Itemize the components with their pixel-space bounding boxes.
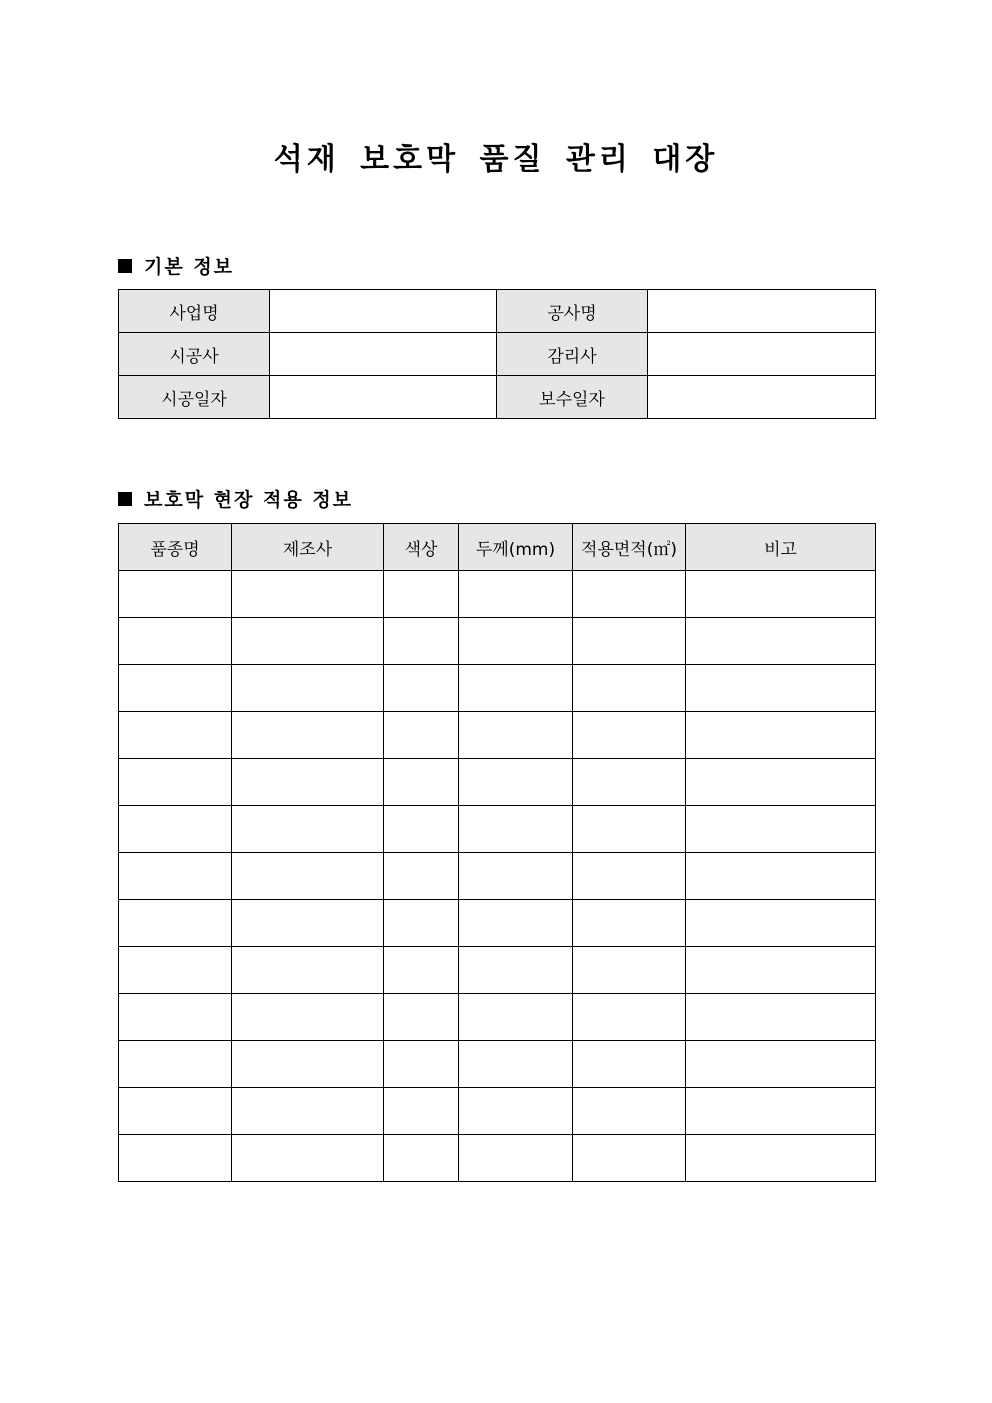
table-cell[interactable] <box>384 994 459 1041</box>
table-cell[interactable] <box>573 1088 686 1135</box>
table-cell[interactable] <box>119 806 232 853</box>
table-cell[interactable] <box>232 806 384 853</box>
table-cell[interactable] <box>686 947 876 994</box>
info-value-field[interactable] <box>648 333 876 376</box>
table-row <box>119 994 876 1041</box>
table-row <box>119 759 876 806</box>
table-cell[interactable] <box>459 712 573 759</box>
table-cell[interactable] <box>232 994 384 1041</box>
table-cell[interactable] <box>686 1041 876 1088</box>
table-cell[interactable] <box>459 759 573 806</box>
table-row <box>119 571 876 618</box>
info-label: 감리사 <box>497 333 648 376</box>
table-cell[interactable] <box>119 1135 232 1182</box>
table-cell[interactable] <box>459 665 573 712</box>
table-cell[interactable] <box>459 806 573 853</box>
table-cell[interactable] <box>686 759 876 806</box>
page-title: 석재 보호막 품질 관리 대장 <box>273 142 719 177</box>
info-value-field[interactable] <box>648 376 876 419</box>
table-cell[interactable] <box>119 994 232 1041</box>
table-cell[interactable] <box>573 853 686 900</box>
info-row <box>119 376 876 419</box>
table-cell[interactable] <box>573 571 686 618</box>
info-label: 시공일자 <box>119 376 270 419</box>
table-cell[interactable] <box>384 618 459 665</box>
application-info-heading-label: 보호막 현장 적용 정보 <box>144 489 354 511</box>
table-cell[interactable] <box>232 759 384 806</box>
table-cell[interactable] <box>384 759 459 806</box>
table-row <box>119 1088 876 1135</box>
info-label: 보수일자 <box>497 376 648 419</box>
table-row <box>119 900 876 947</box>
info-row <box>119 333 876 376</box>
table-cell[interactable] <box>686 665 876 712</box>
column-header: 적용면적(㎡) <box>573 524 686 571</box>
table-cell[interactable] <box>573 1135 686 1182</box>
table-cell[interactable] <box>686 571 876 618</box>
column-header: 제조사 <box>232 524 384 571</box>
table-cell[interactable] <box>232 665 384 712</box>
table-cell[interactable] <box>686 1088 876 1135</box>
table-cell[interactable] <box>573 947 686 994</box>
table-cell[interactable] <box>119 947 232 994</box>
table-cell[interactable] <box>686 900 876 947</box>
table-cell[interactable] <box>119 1088 232 1135</box>
table-cell[interactable] <box>573 1041 686 1088</box>
table-cell[interactable] <box>232 900 384 947</box>
table-cell[interactable] <box>119 759 232 806</box>
table-row <box>119 853 876 900</box>
square-bullet-icon <box>118 259 132 273</box>
table-cell[interactable] <box>459 900 573 947</box>
table-cell[interactable] <box>686 806 876 853</box>
table-cell[interactable] <box>119 900 232 947</box>
table-cell[interactable] <box>232 618 384 665</box>
table-cell[interactable] <box>573 665 686 712</box>
basic-info-table <box>118 289 876 419</box>
column-header: 비고 <box>686 524 876 571</box>
table-row <box>119 712 876 759</box>
table-cell[interactable] <box>384 1088 459 1135</box>
table-cell[interactable] <box>232 571 384 618</box>
column-header: 색상 <box>384 524 459 571</box>
table-cell[interactable] <box>573 759 686 806</box>
info-value-field[interactable] <box>270 290 497 333</box>
table-cell[interactable] <box>573 618 686 665</box>
table-cell[interactable] <box>384 1135 459 1182</box>
table-row <box>119 947 876 994</box>
table-cell[interactable] <box>573 806 686 853</box>
table-cell[interactable] <box>573 900 686 947</box>
table-cell[interactable] <box>232 853 384 900</box>
table-row <box>119 1041 876 1088</box>
basic-info-heading-label: 기본 정보 <box>144 256 235 278</box>
info-row <box>119 290 876 333</box>
table-cell[interactable] <box>573 994 686 1041</box>
table-cell[interactable] <box>384 712 459 759</box>
basic-info-heading <box>118 252 234 279</box>
table-cell[interactable] <box>119 712 232 759</box>
table-cell[interactable] <box>384 806 459 853</box>
table-cell[interactable] <box>686 712 876 759</box>
table-row <box>119 618 876 665</box>
info-value-field[interactable] <box>648 290 876 333</box>
table-cell[interactable] <box>119 853 232 900</box>
table-row <box>119 806 876 853</box>
table-cell[interactable] <box>686 994 876 1041</box>
table-row <box>119 665 876 712</box>
info-value-field[interactable] <box>270 376 497 419</box>
table-cell[interactable] <box>459 571 573 618</box>
info-label: 시공사 <box>119 333 270 376</box>
table-cell[interactable] <box>232 947 384 994</box>
application-info-table <box>118 523 876 1182</box>
table-cell[interactable] <box>459 1041 573 1088</box>
info-label: 공사명 <box>497 290 648 333</box>
table-cell[interactable] <box>119 618 232 665</box>
table-cell[interactable] <box>686 618 876 665</box>
table-cell[interactable] <box>459 1088 573 1135</box>
table-cell[interactable] <box>459 618 573 665</box>
table-cell[interactable] <box>384 571 459 618</box>
table-cell[interactable] <box>384 665 459 712</box>
column-header: 두께(mm) <box>459 524 573 571</box>
table-cell[interactable] <box>459 1135 573 1182</box>
application-info-heading <box>118 485 353 512</box>
table-cell[interactable] <box>384 853 459 900</box>
table-cell[interactable] <box>459 947 573 994</box>
table-cell[interactable] <box>686 853 876 900</box>
info-value-field[interactable] <box>270 333 497 376</box>
table-row <box>119 1135 876 1182</box>
table-cell[interactable] <box>573 712 686 759</box>
table-cell[interactable] <box>459 994 573 1041</box>
table-cell[interactable] <box>686 1135 876 1182</box>
square-bullet-icon <box>118 492 132 506</box>
table-cell[interactable] <box>232 1135 384 1182</box>
table-cell[interactable] <box>232 712 384 759</box>
info-label: 사업명 <box>119 290 270 333</box>
table-cell[interactable] <box>232 1041 384 1088</box>
table-cell[interactable] <box>384 947 459 994</box>
table-cell[interactable] <box>119 665 232 712</box>
column-header: 품종명 <box>119 524 232 571</box>
table-cell[interactable] <box>459 853 573 900</box>
table-cell[interactable] <box>119 1041 232 1088</box>
table-cell[interactable] <box>232 1088 384 1135</box>
table-cell[interactable] <box>119 571 232 618</box>
table-cell[interactable] <box>384 900 459 947</box>
table-cell[interactable] <box>384 1041 459 1088</box>
